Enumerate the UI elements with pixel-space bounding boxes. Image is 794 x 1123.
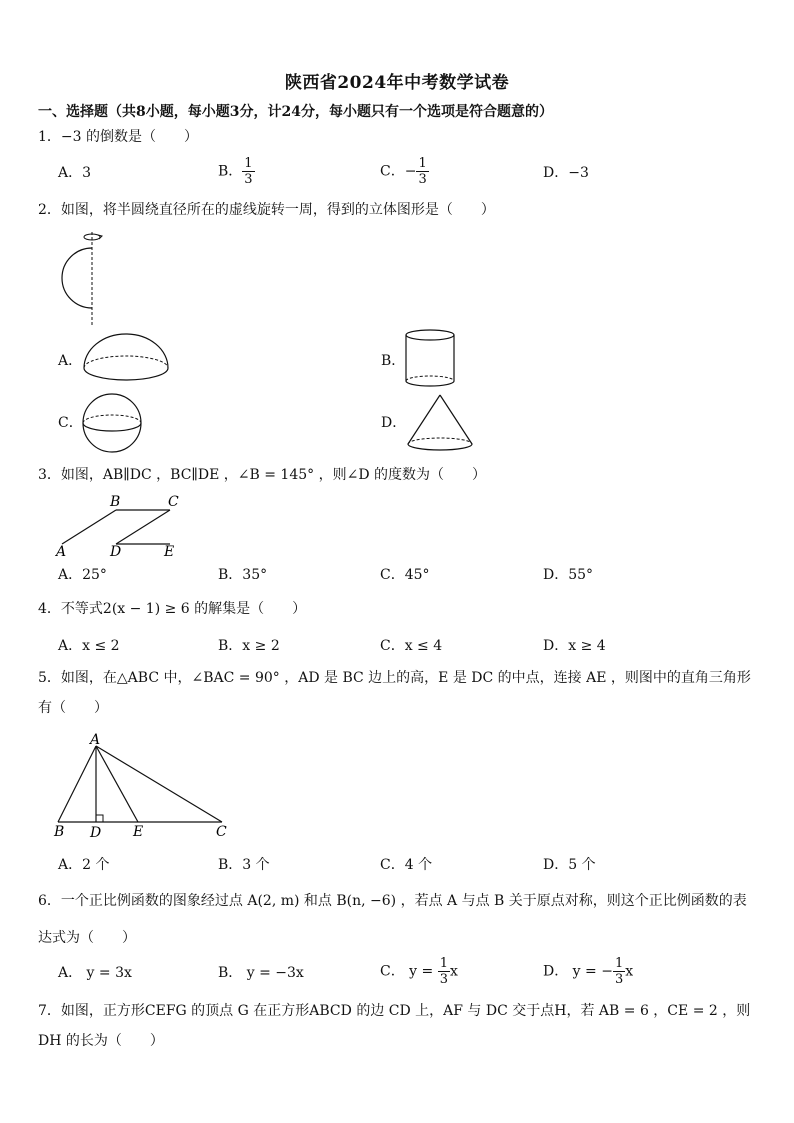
q6-option-d (543, 956, 633, 987)
q1-option-b-fraction (242, 156, 254, 187)
q1-c-numerator: 1 (418, 156, 427, 171)
q2-cone-figure (404, 392, 476, 454)
q6-option-d-suffix: x (625, 963, 634, 980)
q3-stem: 3．如图，AB∥DC ，BC∥DE ，∠B = 145° ，则∠D 的度数为（ ） (38, 467, 487, 483)
q2-sphere-figure (80, 391, 144, 455)
q4-stem: 4．不等式2(x − 1) ≥ 6 的解集是（ ） (38, 601, 307, 617)
q5-label-d: D (90, 825, 102, 841)
q6-option-b: B． y = −3x (218, 965, 304, 981)
q5-option-d: D．5 个 (543, 857, 596, 873)
q3-option-b: B．35° (218, 567, 268, 583)
q6-option-a: A． y = 3x (58, 965, 132, 981)
q1-option-c-prefix: C．− (380, 163, 417, 180)
q5-label-e: E (133, 824, 144, 840)
q6-stem-line1: 6．一个正比例函数的图象经过点 A(2, m) 和点 B(n, −6) ，若点 A 与点 B 关于原点对称，则这个正比例函数的表 (38, 893, 747, 909)
q1-option-c (380, 156, 429, 187)
q3-label-a: A (56, 544, 67, 560)
q4-option-c: C．x ≤ 4 (380, 638, 443, 654)
q7-stem-line1: 7．如图，正方形CEFG 的顶点 G 在正方形ABCD 的边 CD 上，AF 与 DC 交于点H，若 AB = 6 ，CE = 2 ，则 (38, 1003, 751, 1019)
q6-option-d-fraction (613, 956, 625, 987)
q5-triangle-figure (50, 728, 235, 843)
q6-d-numerator: 1 (614, 956, 624, 971)
q2-cylinder-figure (402, 328, 460, 390)
q6-c-numerator: 1 (439, 956, 448, 971)
q3-option-d: D．55° (543, 567, 594, 583)
q2-option-b: B． (381, 353, 406, 369)
q6-option-d-prefix: D． y = − (543, 963, 613, 980)
q5-label-c: C (216, 824, 227, 840)
q6-d-denominator: 3 (614, 972, 624, 987)
q3-label-c: C (168, 494, 179, 510)
q3-label-d: D (110, 544, 122, 560)
q5-label-b: B (54, 824, 65, 840)
q6-option-c-fraction (438, 956, 450, 987)
q4-option-d: D．x ≥ 4 (543, 638, 606, 654)
q1-c-denominator: 3 (418, 172, 427, 187)
q3-option-a: A．25° (58, 567, 107, 583)
q5-label-a: A (90, 732, 101, 748)
q4-option-a: A．x ≤ 2 (58, 638, 120, 654)
q5-stem-line1: 5．如图，在△ABC 中，∠BAC = 90° ，AD 是 BC 边上的高，E 是 DC 的中点，连接 AE ，则图中的直角三角形 (38, 670, 751, 686)
q6-stem-line2: 达式为（ ） (38, 930, 136, 946)
q1-b-denominator: 3 (244, 172, 253, 187)
q2-option-c: C． (58, 415, 83, 431)
section-heading: 一、选择题（共8小题，每小题3分，计24分，每小题只有一个选项是符合题意的） (38, 104, 553, 120)
q2-stem: 2．如图，将半圆绕直径所在的虚线旋转一周，得到的立体图形是（ ） (38, 202, 495, 218)
q2-option-a: A． (58, 353, 83, 369)
q6-option-c-suffix: x (449, 963, 458, 980)
q3-option-c: C．45° (380, 567, 430, 583)
q6-option-c-prefix: C． y = (380, 963, 438, 980)
q1-option-b-prefix: B． (218, 163, 243, 180)
q6-c-denominator: 3 (439, 972, 448, 987)
q1-option-a: A．3 (58, 165, 92, 181)
q2-hemisphere-figure (80, 330, 172, 388)
q3-parallel-lines-figure (50, 492, 190, 562)
q4-option-b: B．x ≥ 2 (218, 638, 280, 654)
q5-option-c: C．4 个 (380, 857, 433, 873)
q2-option-d: D． (381, 415, 407, 431)
q1-option-b (218, 156, 255, 187)
q2-semicircle-figure (50, 226, 110, 328)
q3-label-e: E (164, 544, 175, 560)
q1-stem: 1．−3 的倒数是（ ） (38, 129, 198, 145)
q6-option-c (380, 956, 458, 987)
q3-label-b: B (110, 494, 121, 510)
q1-b-numerator: 1 (244, 156, 253, 171)
q5-option-b: B．3 个 (218, 857, 270, 873)
q5-stem-line2: 有（ ） (38, 700, 108, 716)
q1-option-c-fraction (416, 156, 428, 187)
q5-option-a: A．2 个 (58, 857, 110, 873)
q7-stem-line2: DH 的长为（ ） (38, 1033, 164, 1049)
page-title: 陕西省2024年中考数学试卷 (284, 73, 510, 93)
q1-option-d: D．−3 (543, 165, 589, 181)
